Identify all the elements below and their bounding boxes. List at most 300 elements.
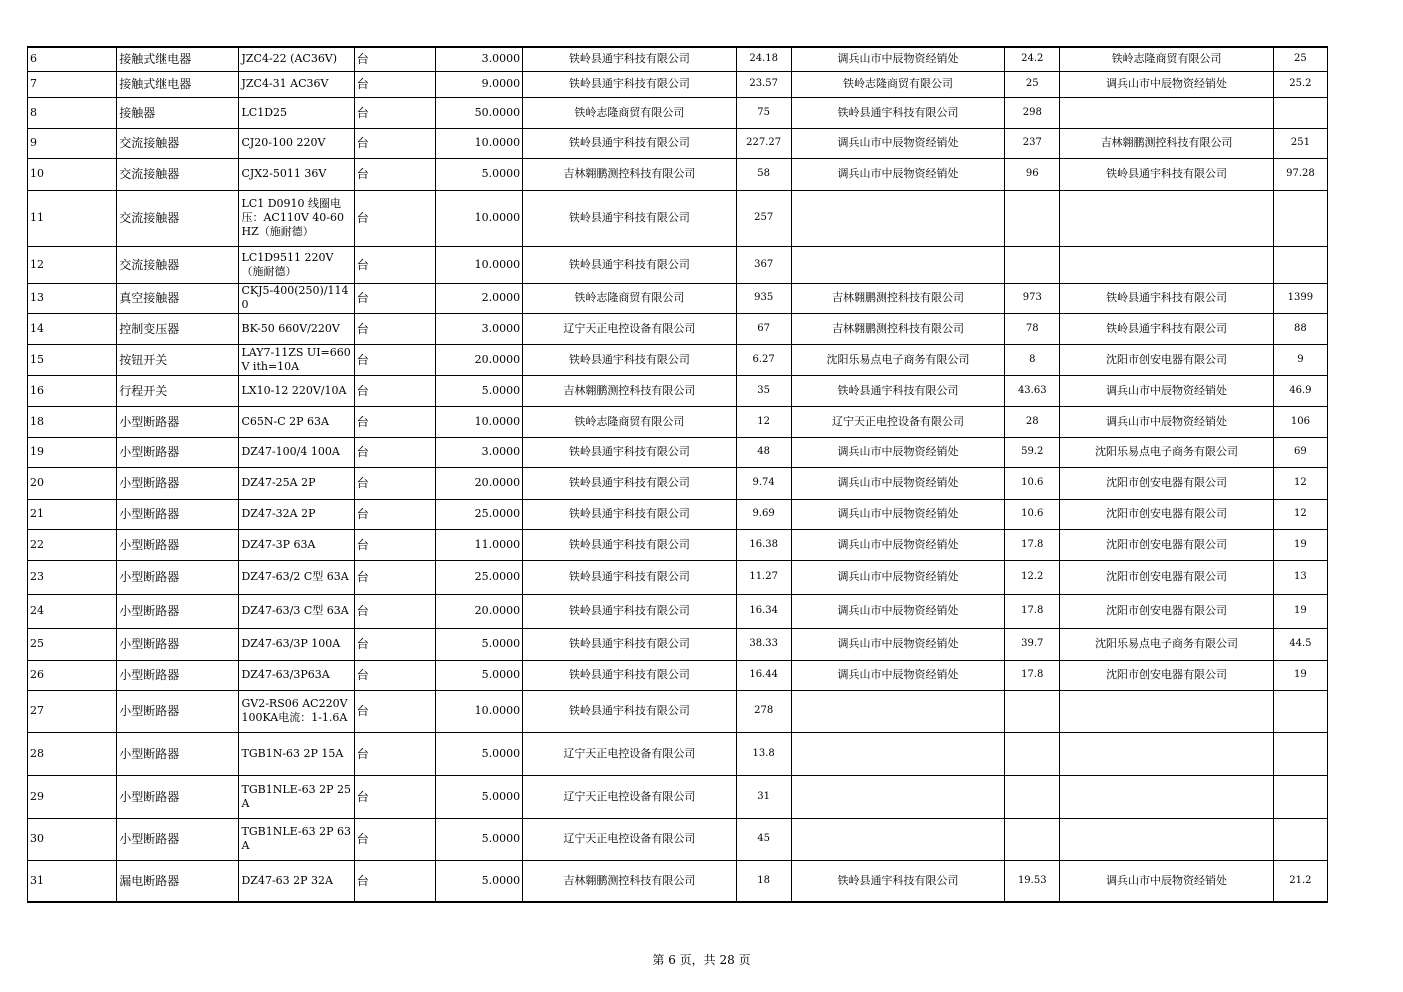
item-quantity: 20.0000 [435, 594, 522, 628]
supplier-2: 调兵山市中辰物资经销处 [791, 499, 1004, 529]
supplier-1: 铁岭县通宇科技有限公司 [523, 190, 736, 246]
item-name: 交流接触器 [117, 158, 239, 190]
supplier-2: 调兵山市中辰物资经销处 [791, 47, 1004, 71]
price-2: 78 [1005, 313, 1060, 344]
table-row [28, 71, 1328, 97]
item-spec: JZC4-22 (AC36V) [239, 47, 354, 71]
item-unit: 台 [354, 158, 435, 190]
item-quantity: 25.0000 [435, 499, 522, 529]
supplier-1: 铁岭县通宇科技有限公司 [523, 660, 736, 690]
price-2 [1005, 190, 1060, 246]
item-unit: 台 [354, 860, 435, 902]
item-name: 小型断路器 [117, 467, 239, 499]
price-3 [1273, 818, 1327, 860]
item-spec: CJX2-5011 36V [239, 158, 354, 190]
supplier-1: 辽宁天正电控设备有限公司 [523, 775, 736, 818]
supplier-2: 铁岭志隆商贸有限公司 [791, 71, 1004, 97]
supplier-1: 铁岭县通宇科技有限公司 [523, 594, 736, 628]
item-quantity: 10.0000 [435, 406, 522, 437]
item-unit: 台 [354, 246, 435, 283]
item-name: 小型断路器 [117, 560, 239, 594]
item-quantity: 3.0000 [435, 47, 522, 71]
item-number: 18 [28, 406, 117, 437]
price-1: 13.8 [736, 732, 791, 775]
item-unit: 台 [354, 313, 435, 344]
item-unit: 台 [354, 190, 435, 246]
item-name: 接触式继电器 [117, 47, 239, 71]
item-name: 控制变压器 [117, 313, 239, 344]
price-1: 367 [736, 246, 791, 283]
price-3: 251 [1273, 128, 1327, 158]
price-3: 69 [1273, 437, 1327, 467]
supplier-2: 沈阳乐易点电子商务有限公司 [791, 344, 1004, 375]
page-number: 第 6 页，共 28 页 [652, 953, 751, 967]
price-2: 39.7 [1005, 628, 1060, 660]
item-name: 行程开关 [117, 375, 239, 406]
supplier-3 [1060, 246, 1273, 283]
price-1: 6.27 [736, 344, 791, 375]
item-quantity: 5.0000 [435, 860, 522, 902]
item-unit: 台 [354, 499, 435, 529]
price-2: 17.8 [1005, 594, 1060, 628]
supplier-3 [1060, 775, 1273, 818]
item-spec: LC1 D0910 线圈电压：AC110V 40-60HZ（施耐德） [239, 190, 354, 246]
price-2: 96 [1005, 158, 1060, 190]
supplier-1: 铁岭县通宇科技有限公司 [523, 47, 736, 71]
price-1: 9.74 [736, 467, 791, 499]
price-3 [1273, 190, 1327, 246]
table-row [28, 628, 1328, 660]
supplier-2: 调兵山市中辰物资经销处 [791, 158, 1004, 190]
item-unit: 台 [354, 594, 435, 628]
item-spec: GV2-RS06 AC220V 100KA电流：1-1.6A [239, 690, 354, 732]
item-unit: 台 [354, 690, 435, 732]
item-number: 28 [28, 732, 117, 775]
price-1: 16.34 [736, 594, 791, 628]
item-quantity: 3.0000 [435, 437, 522, 467]
supplier-3: 沈阳市创安电器有限公司 [1060, 467, 1273, 499]
price-1: 35 [736, 375, 791, 406]
supplier-1: 吉林翱鹏测控科技有限公司 [523, 158, 736, 190]
item-number: 30 [28, 818, 117, 860]
item-unit: 台 [354, 375, 435, 406]
price-1: 31 [736, 775, 791, 818]
supplier-2 [791, 690, 1004, 732]
price-2: 237 [1005, 128, 1060, 158]
item-quantity: 5.0000 [435, 660, 522, 690]
supplier-3: 沈阳市创安电器有限公司 [1060, 344, 1273, 375]
item-unit: 台 [354, 71, 435, 97]
item-spec: JZC4-31 AC36V [239, 71, 354, 97]
item-number: 11 [28, 190, 117, 246]
supplier-3: 沈阳市创安电器有限公司 [1060, 499, 1273, 529]
price-1: 45 [736, 818, 791, 860]
item-unit: 台 [354, 660, 435, 690]
item-spec: TGB1N-63 2P 15A [239, 732, 354, 775]
supplier-2: 调兵山市中辰物资经销处 [791, 529, 1004, 560]
supplier-1: 铁岭志隆商贸有限公司 [523, 283, 736, 313]
supplier-2: 调兵山市中辰物资经销处 [791, 467, 1004, 499]
price-3: 19 [1273, 660, 1327, 690]
item-number: 20 [28, 467, 117, 499]
item-quantity: 5.0000 [435, 818, 522, 860]
price-1: 278 [736, 690, 791, 732]
price-1: 9.69 [736, 499, 791, 529]
item-number: 9 [28, 128, 117, 158]
item-number: 10 [28, 158, 117, 190]
item-quantity: 10.0000 [435, 128, 522, 158]
item-quantity: 5.0000 [435, 628, 522, 660]
item-quantity: 50.0000 [435, 97, 522, 128]
supplier-1: 铁岭县通宇科技有限公司 [523, 437, 736, 467]
item-number: 14 [28, 313, 117, 344]
supplier-2: 吉林翱鹏测控科技有限公司 [791, 313, 1004, 344]
supplier-3: 调兵山市中辰物资经销处 [1060, 375, 1273, 406]
table-row [28, 775, 1328, 818]
table-row [28, 128, 1328, 158]
supplier-3: 调兵山市中辰物资经销处 [1060, 406, 1273, 437]
price-2: 8 [1005, 344, 1060, 375]
supplier-1: 铁岭县通宇科技有限公司 [523, 529, 736, 560]
supplier-1: 铁岭县通宇科技有限公司 [523, 71, 736, 97]
table-row [28, 344, 1328, 375]
supplier-2: 辽宁天正电控设备有限公司 [791, 406, 1004, 437]
supplier-3: 铁岭志隆商贸有限公司 [1060, 47, 1273, 71]
item-unit: 台 [354, 47, 435, 71]
supplier-3: 沈阳市创安电器有限公司 [1060, 529, 1273, 560]
table-row [28, 97, 1328, 128]
item-name: 小型断路器 [117, 406, 239, 437]
price-2: 59.2 [1005, 437, 1060, 467]
item-spec: LC1D9511 220V（施耐德） [239, 246, 354, 283]
item-spec: BK-50 660V/220V [239, 313, 354, 344]
supplier-2: 铁岭县通宇科技有限公司 [791, 97, 1004, 128]
item-quantity: 11.0000 [435, 529, 522, 560]
supplier-2: 调兵山市中辰物资经销处 [791, 660, 1004, 690]
supplier-2 [791, 775, 1004, 818]
supplier-3: 调兵山市中辰物资经销处 [1060, 860, 1273, 902]
supplier-2: 调兵山市中辰物资经销处 [791, 437, 1004, 467]
item-name: 接触式继电器 [117, 71, 239, 97]
item-number: 8 [28, 97, 117, 128]
item-quantity: 20.0000 [435, 344, 522, 375]
item-unit: 台 [354, 97, 435, 128]
table-row [28, 499, 1328, 529]
supplier-1: 铁岭志隆商贸有限公司 [523, 97, 736, 128]
price-3: 25 [1273, 47, 1327, 71]
item-number: 13 [28, 283, 117, 313]
price-3: 13 [1273, 560, 1327, 594]
price-2: 17.8 [1005, 660, 1060, 690]
item-quantity: 9.0000 [435, 71, 522, 97]
item-number: 26 [28, 660, 117, 690]
item-unit: 台 [354, 529, 435, 560]
table-row [28, 283, 1328, 313]
item-spec: LC1D25 [239, 97, 354, 128]
item-name: 小型断路器 [117, 529, 239, 560]
supplier-2: 吉林翱鹏测控科技有限公司 [791, 283, 1004, 313]
supplier-3 [1060, 818, 1273, 860]
table-row [28, 375, 1328, 406]
item-name: 漏电断路器 [117, 860, 239, 902]
price-2: 10.6 [1005, 499, 1060, 529]
price-3: 46.9 [1273, 375, 1327, 406]
item-spec: TGB1NLE-63 2P 25A [239, 775, 354, 818]
price-1: 12 [736, 406, 791, 437]
price-2 [1005, 246, 1060, 283]
item-quantity: 2.0000 [435, 283, 522, 313]
supplier-1: 辽宁天正电控设备有限公司 [523, 818, 736, 860]
item-name: 交流接触器 [117, 128, 239, 158]
table-row [28, 313, 1328, 344]
item-spec: DZ47-32A 2P [239, 499, 354, 529]
item-spec: CJ20-100 220V [239, 128, 354, 158]
supplier-3: 沈阳乐易点电子商务有限公司 [1060, 437, 1273, 467]
supplier-3: 铁岭县通宇科技有限公司 [1060, 158, 1273, 190]
item-name: 接触器 [117, 97, 239, 128]
supplier-1: 吉林翱鹏测控科技有限公司 [523, 860, 736, 902]
supplier-1: 辽宁天正电控设备有限公司 [523, 732, 736, 775]
item-quantity: 5.0000 [435, 775, 522, 818]
price-1: 18 [736, 860, 791, 902]
price-2: 298 [1005, 97, 1060, 128]
price-2: 12.2 [1005, 560, 1060, 594]
supplier-3: 沈阳乐易点电子商务有限公司 [1060, 628, 1273, 660]
item-spec: DZ47-63/3P 100A [239, 628, 354, 660]
item-spec: LX10-12 220V/10A [239, 375, 354, 406]
table-row [28, 467, 1328, 499]
item-number: 21 [28, 499, 117, 529]
item-spec: DZ47-63/3 C型 63A [239, 594, 354, 628]
price-2: 973 [1005, 283, 1060, 313]
item-number: 25 [28, 628, 117, 660]
price-3: 9 [1273, 344, 1327, 375]
price-3: 88 [1273, 313, 1327, 344]
supplier-3: 沈阳市创安电器有限公司 [1060, 594, 1273, 628]
price-3: 21.2 [1273, 860, 1327, 902]
supplier-1: 铁岭县通宇科技有限公司 [523, 467, 736, 499]
table-row [28, 860, 1328, 902]
price-1: 257 [736, 190, 791, 246]
price-3: 1399 [1273, 283, 1327, 313]
item-unit: 台 [354, 467, 435, 499]
item-spec: DZ47-63 2P 32A [239, 860, 354, 902]
supplier-2: 铁岭县通宇科技有限公司 [791, 860, 1004, 902]
price-3: 25.2 [1273, 71, 1327, 97]
item-spec: C65N-C 2P 63A [239, 406, 354, 437]
supplier-2: 调兵山市中辰物资经销处 [791, 628, 1004, 660]
price-1: 38.33 [736, 628, 791, 660]
item-name: 小型断路器 [117, 775, 239, 818]
price-2: 28 [1005, 406, 1060, 437]
supplier-1: 铁岭县通宇科技有限公司 [523, 246, 736, 283]
table-row [28, 246, 1328, 283]
table-row [28, 690, 1328, 732]
item-spec: DZ47-63/2 C型 63A [239, 560, 354, 594]
item-name: 小型断路器 [117, 437, 239, 467]
item-spec: DZ47-100/4 100A [239, 437, 354, 467]
price-3: 12 [1273, 467, 1327, 499]
price-3 [1273, 775, 1327, 818]
price-2 [1005, 775, 1060, 818]
table-row [28, 190, 1328, 246]
item-name: 小型断路器 [117, 818, 239, 860]
item-name: 按钮开关 [117, 344, 239, 375]
supplier-3 [1060, 97, 1273, 128]
item-spec: DZ47-3P 63A [239, 529, 354, 560]
price-3 [1273, 246, 1327, 283]
supplier-1: 铁岭志隆商贸有限公司 [523, 406, 736, 437]
item-unit: 台 [354, 560, 435, 594]
price-1: 16.44 [736, 660, 791, 690]
table-row [28, 594, 1328, 628]
item-spec: TGB1NLE-63 2P 63A [239, 818, 354, 860]
item-unit: 台 [354, 818, 435, 860]
price-3: 19 [1273, 529, 1327, 560]
item-unit: 台 [354, 344, 435, 375]
item-unit: 台 [354, 437, 435, 467]
item-number: 16 [28, 375, 117, 406]
item-unit: 台 [354, 283, 435, 313]
supplier-3: 沈阳市创安电器有限公司 [1060, 560, 1273, 594]
price-1: 16.38 [736, 529, 791, 560]
price-3 [1273, 690, 1327, 732]
item-name: 真空接触器 [117, 283, 239, 313]
price-3 [1273, 97, 1327, 128]
item-number: 15 [28, 344, 117, 375]
price-1: 48 [736, 437, 791, 467]
item-spec: CKJ5-400(250)/1140 [239, 283, 354, 313]
supplier-1: 铁岭县通宇科技有限公司 [523, 628, 736, 660]
supplier-3: 铁岭县通宇科技有限公司 [1060, 283, 1273, 313]
price-3: 12 [1273, 499, 1327, 529]
supplier-3: 沈阳市创安电器有限公司 [1060, 660, 1273, 690]
item-name: 小型断路器 [117, 690, 239, 732]
supplier-2: 调兵山市中辰物资经销处 [791, 560, 1004, 594]
item-quantity: 5.0000 [435, 732, 522, 775]
supplier-2 [791, 246, 1004, 283]
price-2 [1005, 690, 1060, 732]
item-quantity: 25.0000 [435, 560, 522, 594]
item-unit: 台 [354, 732, 435, 775]
item-name: 小型断路器 [117, 660, 239, 690]
item-quantity: 5.0000 [435, 158, 522, 190]
price-1: 75 [736, 97, 791, 128]
item-number: 31 [28, 860, 117, 902]
price-2 [1005, 732, 1060, 775]
table-row [28, 406, 1328, 437]
item-quantity: 5.0000 [435, 375, 522, 406]
price-2: 10.6 [1005, 467, 1060, 499]
table-row [28, 560, 1328, 594]
supplier-1: 铁岭县通宇科技有限公司 [523, 690, 736, 732]
item-number: 29 [28, 775, 117, 818]
supplier-3 [1060, 732, 1273, 775]
supplier-3: 铁岭县通宇科技有限公司 [1060, 313, 1273, 344]
price-1: 935 [736, 283, 791, 313]
supplier-3: 吉林翱鹏测控科技有限公司 [1060, 128, 1273, 158]
price-2 [1005, 818, 1060, 860]
table-row [28, 660, 1328, 690]
item-quantity: 20.0000 [435, 467, 522, 499]
item-name: 小型断路器 [117, 628, 239, 660]
table-row [28, 529, 1328, 560]
table-row [28, 437, 1328, 467]
item-quantity: 10.0000 [435, 246, 522, 283]
price-1: 227.27 [736, 128, 791, 158]
price-1: 23.57 [736, 71, 791, 97]
price-3: 44.5 [1273, 628, 1327, 660]
quotation-table [27, 46, 1328, 903]
supplier-1: 铁岭县通宇科技有限公司 [523, 499, 736, 529]
item-quantity: 10.0000 [435, 190, 522, 246]
item-spec: DZ47-25A 2P [239, 467, 354, 499]
item-name: 小型断路器 [117, 499, 239, 529]
price-1: 24.18 [736, 47, 791, 71]
item-name: 小型断路器 [117, 732, 239, 775]
item-quantity: 3.0000 [435, 313, 522, 344]
item-name: 小型断路器 [117, 594, 239, 628]
price-1: 58 [736, 158, 791, 190]
supplier-1: 铁岭县通宇科技有限公司 [523, 344, 736, 375]
supplier-2 [791, 732, 1004, 775]
supplier-2 [791, 818, 1004, 860]
item-unit: 台 [354, 128, 435, 158]
item-unit: 台 [354, 406, 435, 437]
supplier-2: 调兵山市中辰物资经销处 [791, 128, 1004, 158]
price-2: 43.63 [1005, 375, 1060, 406]
table-row [28, 158, 1328, 190]
item-spec: DZ47-63/3P63A [239, 660, 354, 690]
item-unit: 台 [354, 775, 435, 818]
item-number: 7 [28, 71, 117, 97]
item-name: 交流接触器 [117, 246, 239, 283]
table-body [28, 47, 1328, 902]
table-row [28, 732, 1328, 775]
item-number: 22 [28, 529, 117, 560]
item-quantity: 10.0000 [435, 690, 522, 732]
supplier-2: 调兵山市中辰物资经销处 [791, 594, 1004, 628]
supplier-1: 铁岭县通宇科技有限公司 [523, 560, 736, 594]
supplier-1: 铁岭县通宇科技有限公司 [523, 128, 736, 158]
price-3: 106 [1273, 406, 1327, 437]
price-2: 25 [1005, 71, 1060, 97]
table-row [28, 818, 1328, 860]
price-3: 19 [1273, 594, 1327, 628]
supplier-2 [791, 190, 1004, 246]
price-3: 97.28 [1273, 158, 1327, 190]
price-2: 24.2 [1005, 47, 1060, 71]
item-number: 6 [28, 47, 117, 71]
item-unit: 台 [354, 628, 435, 660]
item-number: 24 [28, 594, 117, 628]
item-spec: LAY7-11ZS UI=660V ith=10A [239, 344, 354, 375]
supplier-3: 调兵山市中辰物资经销处 [1060, 71, 1273, 97]
supplier-3 [1060, 190, 1273, 246]
supplier-2: 铁岭县通宇科技有限公司 [791, 375, 1004, 406]
price-2: 17.8 [1005, 529, 1060, 560]
price-1: 67 [736, 313, 791, 344]
item-number: 19 [28, 437, 117, 467]
item-number: 23 [28, 560, 117, 594]
supplier-1: 吉林翱鹏测控科技有限公司 [523, 375, 736, 406]
price-2: 19.53 [1005, 860, 1060, 902]
price-1: 11.27 [736, 560, 791, 594]
item-name: 交流接触器 [117, 190, 239, 246]
item-number: 27 [28, 690, 117, 732]
supplier-1: 辽宁天正电控设备有限公司 [523, 313, 736, 344]
item-number: 12 [28, 246, 117, 283]
